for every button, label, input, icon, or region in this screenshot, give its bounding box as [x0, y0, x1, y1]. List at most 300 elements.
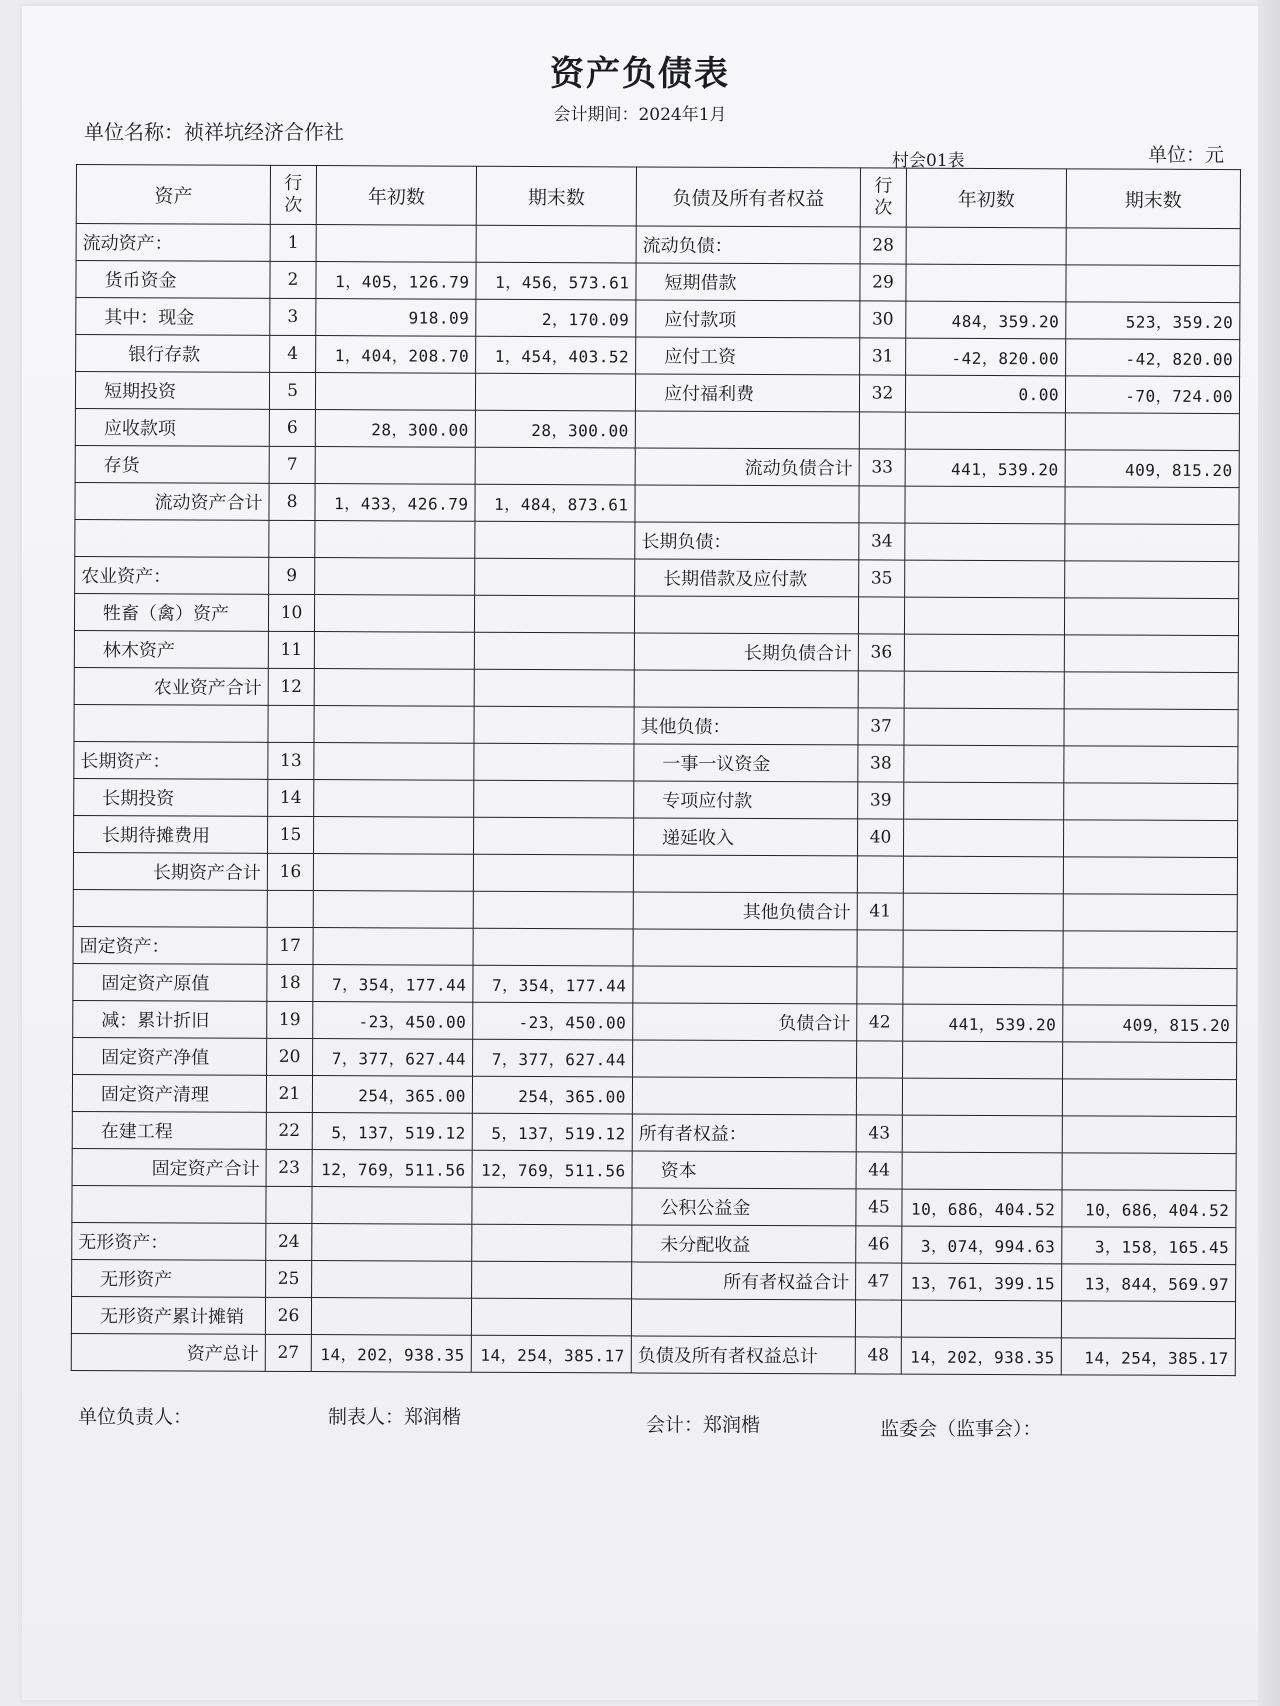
asset-item-cell: 流动资产：	[76, 224, 270, 262]
asset-item-cell: 长期待摊费用	[73, 815, 267, 853]
header-end: 期末数	[476, 166, 636, 226]
asset-line-no-cell: 3	[270, 298, 316, 335]
liability-item-cell: 未分配收益	[632, 1225, 856, 1263]
liability-end-value-cell	[1063, 931, 1237, 969]
liability-begin-value-cell	[904, 597, 1064, 635]
liability-begin-value-cell: 0.00	[905, 375, 1065, 413]
liability-begin-value-cell	[903, 856, 1063, 894]
liability-begin-value-cell: 14，202，938.35	[901, 1337, 1061, 1375]
footer-accountant: 会计：郑润楷	[646, 1414, 761, 1436]
asset-end-value-cell	[474, 743, 634, 781]
asset-line-no-cell: 19	[267, 1001, 313, 1038]
liability-begin-value-cell	[903, 967, 1063, 1005]
asset-item-cell: 固定资产：	[73, 926, 267, 964]
asset-begin-value-cell	[314, 669, 474, 707]
liability-line-no-cell: 39	[858, 782, 904, 819]
liability-line-no-cell: 45	[856, 1189, 902, 1226]
liability-item-cell: 递延收入	[633, 818, 857, 856]
asset-item-cell: 减：累计折旧	[73, 1000, 267, 1038]
report-title: 资产负债表	[550, 54, 730, 94]
liability-line-no-cell	[855, 1300, 901, 1337]
liability-begin-value-cell	[905, 523, 1065, 561]
asset-item-cell: 在建工程	[72, 1111, 266, 1149]
liability-line-no-cell	[857, 930, 903, 967]
asset-item-cell: 资产总计	[71, 1333, 265, 1371]
asset-line-no-cell: 7	[269, 446, 315, 483]
asset-line-no-cell	[269, 520, 315, 557]
asset-line-no-cell: 13	[268, 742, 314, 779]
asset-line-no-cell: 11	[268, 631, 314, 668]
table-row	[72, 1185, 1236, 1227]
table-row	[76, 335, 1240, 377]
asset-begin-value-cell: 28，300.00	[315, 410, 475, 448]
asset-item-cell: 银行存款	[76, 335, 270, 373]
asset-end-value-cell	[472, 1187, 632, 1225]
liability-item-cell	[633, 1040, 857, 1078]
liability-item-cell: 资本	[632, 1151, 856, 1189]
liability-line-no-cell: 29	[860, 264, 906, 301]
liability-item-cell	[635, 485, 859, 523]
liability-item-cell: 应付工资	[636, 337, 860, 375]
asset-end-value-cell	[475, 521, 635, 559]
table-row	[74, 704, 1238, 746]
asset-item-cell: 固定资产合计	[72, 1148, 266, 1186]
liability-begin-value-cell	[903, 819, 1063, 857]
asset-begin-value-cell	[316, 225, 476, 263]
table-row	[76, 298, 1240, 340]
asset-line-no-cell: 6	[269, 409, 315, 446]
liability-line-no-cell: 44	[856, 1152, 902, 1189]
liability-end-value-cell: 13，844，569.97	[1062, 1264, 1236, 1302]
asset-end-value-cell: 1，454，403.52	[476, 336, 636, 374]
asset-item-cell: 农业资产：	[75, 556, 269, 594]
liability-item-cell: 流动负债合计	[635, 448, 859, 486]
asset-end-value-cell	[474, 706, 634, 744]
liability-begin-value-cell	[902, 1115, 1062, 1153]
liability-end-value-cell: -70，724.00	[1065, 376, 1239, 414]
liability-begin-value-cell	[904, 745, 1064, 783]
liability-begin-value-cell	[905, 412, 1065, 450]
liability-line-no-cell: 40	[857, 819, 903, 856]
asset-end-value-cell: 5，137，519.12	[472, 1113, 632, 1151]
liability-end-value-cell: 523，359.20	[1066, 302, 1240, 340]
liability-item-cell	[632, 1077, 856, 1115]
liability-begin-value-cell	[906, 227, 1066, 265]
asset-end-value-cell	[475, 373, 635, 411]
currency-unit: 单位：元	[1148, 144, 1225, 166]
asset-end-value-cell: -23，450.00	[473, 1002, 633, 1040]
liability-item-cell: 长期借款及应付款	[635, 559, 859, 597]
liability-item-cell: 所有者权益：	[632, 1114, 856, 1152]
table-row	[72, 1111, 1236, 1153]
table-row	[73, 889, 1237, 931]
asset-item-cell	[72, 1185, 266, 1223]
asset-end-value-cell	[473, 891, 633, 929]
table-row	[72, 1259, 1236, 1301]
asset-begin-value-cell: 254，365.00	[312, 1076, 472, 1114]
liability-item-cell: 应付福利费	[635, 374, 859, 412]
liability-begin-value-cell	[905, 560, 1065, 598]
liability-end-value-cell: 409，815.20	[1065, 450, 1239, 488]
liability-begin-value-cell	[903, 930, 1063, 968]
asset-line-no-cell: 5	[269, 372, 315, 409]
liability-line-no-cell: 47	[856, 1263, 902, 1300]
asset-begin-value-cell	[314, 595, 474, 633]
liability-line-no-cell: 38	[858, 745, 904, 782]
liability-line-no-cell	[857, 856, 903, 893]
header-begin: 年初数	[316, 166, 476, 226]
asset-line-no-cell: 1	[270, 224, 316, 261]
liability-line-no-cell	[859, 486, 905, 523]
liability-begin-value-cell: 13，761，399.15	[902, 1263, 1062, 1301]
asset-item-cell	[75, 519, 269, 557]
asset-item-cell: 牲畜（禽）资产	[74, 593, 268, 631]
table-row	[72, 1074, 1236, 1116]
liability-line-no-cell: 41	[857, 893, 903, 930]
asset-end-value-cell	[473, 854, 633, 892]
liability-end-value-cell	[1063, 968, 1237, 1006]
asset-end-value-cell	[474, 595, 634, 633]
liability-begin-value-cell	[904, 634, 1064, 672]
asset-end-value-cell	[473, 817, 633, 855]
liability-end-value-cell: 10，686，404.52	[1062, 1190, 1236, 1228]
table-row	[71, 1296, 1235, 1338]
asset-line-no-cell: 22	[266, 1112, 312, 1149]
asset-line-no-cell: 2	[270, 261, 316, 298]
asset-end-value-cell	[476, 225, 636, 263]
asset-begin-value-cell: 1，404，208.70	[316, 336, 476, 374]
asset-end-value-cell	[475, 558, 635, 596]
liability-item-cell: 流动负债：	[636, 226, 860, 264]
form-number: 村会01表	[892, 151, 965, 171]
liability-begin-value-cell	[904, 708, 1064, 746]
liability-line-no-cell	[858, 671, 904, 708]
asset-begin-value-cell: 918.09	[316, 299, 476, 337]
liability-item-cell: 公积公益金	[632, 1188, 856, 1226]
liability-line-no-cell: 32	[859, 375, 905, 412]
asset-end-value-cell	[474, 669, 634, 707]
asset-line-no-cell: 26	[265, 1297, 311, 1334]
asset-begin-value-cell: 14，202，938.35	[311, 1335, 471, 1373]
asset-begin-value-cell	[315, 447, 475, 485]
liability-item-cell	[631, 1299, 855, 1337]
liability-line-no-cell	[859, 412, 905, 449]
liability-end-value-cell: 3，158，165.45	[1062, 1227, 1236, 1265]
asset-item-cell: 无形资产：	[72, 1222, 266, 1260]
asset-line-no-cell: 4	[270, 335, 316, 372]
balance-sheet-table	[71, 164, 1241, 1376]
liability-end-value-cell	[1064, 598, 1238, 636]
asset-item-cell: 长期资产合计	[73, 852, 267, 890]
asset-line-no-cell: 14	[268, 779, 314, 816]
table-row	[74, 593, 1238, 635]
asset-line-no-cell: 8	[269, 483, 315, 520]
asset-line-no-cell: 12	[268, 668, 314, 705]
liability-line-no-cell: 34	[859, 523, 905, 560]
liability-line-no-cell: 37	[858, 708, 904, 745]
asset-item-cell: 固定资产清理	[72, 1074, 266, 1112]
asset-begin-value-cell	[312, 1224, 472, 1262]
asset-item-cell	[74, 704, 268, 742]
asset-end-value-cell	[472, 1261, 632, 1299]
header-line-no: 行 次	[270, 165, 316, 224]
asset-end-value-cell	[472, 1224, 632, 1262]
liability-begin-value-cell	[902, 1078, 1062, 1116]
table-row	[75, 556, 1239, 598]
liability-line-no-cell: 28	[860, 227, 906, 264]
asset-begin-value-cell	[312, 1187, 472, 1225]
liability-end-value-cell: 14，254，385.17	[1061, 1338, 1235, 1376]
liability-item-cell: 应付款项	[636, 300, 860, 338]
liability-line-no-cell	[858, 597, 904, 634]
asset-begin-value-cell: 1，433，426.79	[315, 484, 475, 522]
asset-begin-value-cell: 12，769，511.56	[312, 1150, 472, 1188]
asset-item-cell: 存货	[75, 445, 269, 483]
table-row	[74, 741, 1238, 783]
asset-line-no-cell: 20	[267, 1038, 313, 1075]
asset-item-cell: 其中：现金	[76, 298, 270, 336]
table-row	[73, 1037, 1237, 1079]
liability-begin-value-cell	[906, 264, 1066, 302]
asset-item-cell: 流动资产合计	[75, 482, 269, 520]
footer-preparer: 制表人：郑润楷	[328, 1406, 462, 1428]
liability-item-cell: 长期负债合计	[634, 633, 858, 671]
asset-end-value-cell: 7，354，177.44	[473, 965, 633, 1003]
liability-line-no-cell: 46	[856, 1226, 902, 1263]
table-row	[76, 261, 1240, 303]
asset-begin-value-cell	[313, 891, 473, 929]
table-row	[72, 1148, 1236, 1190]
liability-item-cell: 一事一议资金	[634, 744, 858, 782]
asset-begin-value-cell: 7，354，177.44	[313, 965, 473, 1003]
liability-begin-value-cell	[903, 893, 1063, 931]
asset-end-value-cell: 7，377，627.44	[473, 1039, 633, 1077]
liability-begin-value-cell: 484，359.20	[906, 301, 1066, 339]
liability-line-no-cell: 42	[857, 1004, 903, 1041]
table-row	[75, 482, 1239, 524]
liability-line-no-cell: 30	[860, 301, 906, 338]
liability-end-value-cell	[1065, 487, 1239, 525]
asset-line-no-cell: 23	[266, 1149, 312, 1186]
liability-line-no-cell: 43	[856, 1115, 902, 1152]
liability-end-value-cell	[1064, 783, 1238, 821]
header-end-right: 期末数	[1066, 169, 1240, 229]
liability-item-cell: 其他负债合计	[633, 892, 857, 930]
asset-line-no-cell: 27	[265, 1334, 311, 1371]
asset-item-cell: 长期投资	[74, 778, 268, 816]
asset-line-no-cell: 25	[266, 1260, 312, 1297]
header-liabilities: 负债及所有者权益	[636, 167, 860, 227]
asset-item-cell	[73, 889, 267, 927]
liability-begin-value-cell: 441，539.20	[905, 449, 1065, 487]
liability-item-cell	[635, 411, 859, 449]
asset-line-no-cell	[267, 890, 313, 927]
liability-item-cell: 短期借款	[636, 263, 860, 301]
liability-end-value-cell	[1062, 1079, 1236, 1117]
asset-end-value-cell: 14，254，385.17	[471, 1335, 631, 1373]
table-row	[73, 1000, 1237, 1042]
asset-line-no-cell: 18	[267, 964, 313, 1001]
liability-begin-value-cell: -42，820.00	[906, 338, 1066, 376]
asset-item-cell: 固定资产原值	[73, 963, 267, 1001]
asset-begin-value-cell	[313, 817, 473, 855]
asset-begin-value-cell: -23，450.00	[313, 1002, 473, 1040]
table-row	[75, 372, 1239, 414]
asset-end-value-cell: 1，484，873.61	[475, 484, 635, 522]
asset-end-value-cell	[473, 928, 633, 966]
liability-item-cell	[634, 596, 858, 634]
asset-line-no-cell: 9	[269, 557, 315, 594]
liability-item-cell	[633, 855, 857, 893]
asset-line-no-cell: 24	[266, 1223, 312, 1260]
liability-begin-value-cell	[904, 782, 1064, 820]
asset-item-cell: 长期资产：	[74, 741, 268, 779]
footer-unit-head: 单位负责人：	[78, 1406, 193, 1428]
liability-line-no-cell: 35	[859, 560, 905, 597]
asset-begin-value-cell	[315, 521, 475, 559]
liability-begin-value-cell	[905, 486, 1065, 524]
liability-end-value-cell	[1063, 894, 1237, 932]
liability-line-no-cell: 33	[859, 449, 905, 486]
liability-line-no-cell	[857, 1041, 903, 1078]
asset-line-no-cell	[268, 705, 314, 742]
liability-end-value-cell	[1064, 672, 1238, 710]
asset-end-value-cell: 28，300.00	[475, 410, 635, 448]
asset-begin-value-cell: 5，137，519.12	[312, 1113, 472, 1151]
liability-item-cell: 负债合计	[633, 1003, 857, 1041]
liability-begin-value-cell	[904, 671, 1064, 709]
asset-end-value-cell: 254，365.00	[472, 1076, 632, 1114]
liability-end-value-cell	[1065, 524, 1239, 562]
asset-end-value-cell: 2，170.09	[476, 299, 636, 337]
asset-line-no-cell: 17	[267, 927, 313, 964]
footer-supervisor: 监委会（监事会）：	[880, 1418, 1042, 1440]
asset-begin-value-cell	[314, 743, 474, 781]
table-row	[75, 519, 1239, 561]
liability-end-value-cell: -42，820.00	[1066, 339, 1240, 377]
asset-item-cell: 农业资产合计	[74, 667, 268, 705]
table-row	[74, 667, 1238, 709]
liability-end-value-cell	[1063, 857, 1237, 895]
asset-begin-value-cell	[314, 706, 474, 744]
liability-end-value-cell	[1064, 746, 1238, 784]
liability-end-value-cell	[1063, 1042, 1237, 1080]
table-row	[74, 778, 1238, 820]
liability-item-cell: 所有者权益合计	[632, 1262, 856, 1300]
liability-end-value-cell	[1061, 1301, 1235, 1339]
table-row	[73, 852, 1237, 894]
asset-line-no-cell: 16	[267, 853, 313, 890]
asset-item-cell: 无形资产	[72, 1259, 266, 1297]
asset-end-value-cell: 12，769，511.56	[472, 1150, 632, 1188]
asset-begin-value-cell	[315, 373, 475, 411]
liability-line-no-cell: 48	[855, 1337, 901, 1374]
table-row	[75, 445, 1239, 487]
liability-item-cell: 长期负债：	[635, 522, 859, 560]
liability-end-value-cell	[1063, 820, 1237, 858]
header-asset: 资产	[76, 165, 270, 225]
liability-line-no-cell: 36	[858, 634, 904, 671]
liability-begin-value-cell: 441，539.20	[903, 1004, 1063, 1042]
liability-end-value-cell	[1064, 709, 1238, 747]
asset-begin-value-cell	[315, 558, 475, 596]
header-line-no-right: 行 次	[860, 168, 906, 227]
table-row	[73, 815, 1237, 857]
liability-item-cell	[633, 929, 857, 967]
liability-line-no-cell	[856, 1078, 902, 1115]
asset-item-cell: 短期投资	[75, 372, 269, 410]
asset-begin-value-cell	[313, 854, 473, 892]
balance-sheet	[71, 164, 1240, 1376]
asset-item-cell: 林木资产	[74, 630, 268, 668]
asset-begin-value-cell	[314, 780, 474, 818]
table-row	[75, 408, 1239, 450]
asset-line-no-cell: 15	[267, 816, 313, 853]
unit-name: 单位名称：祯祥坑经济合作社	[84, 120, 344, 144]
liability-line-no-cell: 31	[860, 338, 906, 375]
table-row	[73, 963, 1237, 1005]
liability-line-no-cell	[857, 967, 903, 1004]
liability-begin-value-cell	[902, 1152, 1062, 1190]
table-row	[72, 1222, 1236, 1264]
table-row	[76, 224, 1240, 266]
liability-begin-value-cell: 3，074，994.63	[902, 1226, 1062, 1264]
accounting-period: 会计期间：2024年1月	[553, 105, 727, 125]
table-header-row	[76, 165, 1240, 229]
table-row	[71, 1333, 1235, 1375]
asset-end-value-cell	[474, 632, 634, 670]
liability-end-value-cell	[1062, 1153, 1236, 1191]
table-row	[73, 926, 1237, 968]
asset-end-value-cell: 1，456，573.61	[476, 262, 636, 300]
asset-item-cell: 固定资产净值	[73, 1037, 267, 1075]
liability-begin-value-cell	[901, 1300, 1061, 1338]
liability-item-cell	[633, 966, 857, 1004]
asset-begin-value-cell	[312, 1261, 472, 1299]
asset-end-value-cell	[474, 780, 634, 818]
asset-begin-value-cell: 1，405，126.79	[316, 262, 476, 300]
liability-item-cell: 其他负债：	[634, 707, 858, 745]
liability-end-value-cell: 409，815.20	[1063, 1005, 1237, 1043]
asset-begin-value-cell	[313, 928, 473, 966]
asset-begin-value-cell	[311, 1298, 471, 1336]
table-row	[74, 630, 1238, 672]
asset-end-value-cell	[475, 447, 635, 485]
liability-item-cell: 专项应付款	[634, 781, 858, 819]
asset-line-no-cell: 10	[268, 594, 314, 631]
liability-begin-value-cell	[903, 1041, 1063, 1079]
liability-end-value-cell	[1062, 1116, 1236, 1154]
asset-item-cell: 货币资金	[76, 261, 270, 299]
liability-end-value-cell	[1065, 413, 1239, 451]
asset-begin-value-cell: 7，377，627.44	[313, 1039, 473, 1077]
asset-item-cell: 无形资产累计摊销	[71, 1296, 265, 1334]
asset-line-no-cell	[266, 1186, 312, 1223]
liability-item-cell	[634, 670, 858, 708]
liability-begin-value-cell: 10，686，404.52	[902, 1189, 1062, 1227]
asset-begin-value-cell	[314, 632, 474, 670]
page-edge-shadow	[1258, 0, 1280, 1706]
header-begin-right: 年初数	[906, 168, 1066, 228]
liability-item-cell: 负债及所有者权益总计	[631, 1336, 855, 1374]
asset-end-value-cell	[471, 1298, 631, 1336]
liability-end-value-cell	[1066, 228, 1240, 266]
liability-end-value-cell	[1064, 635, 1238, 673]
asset-line-no-cell: 21	[266, 1075, 312, 1112]
asset-item-cell: 应收款项	[75, 408, 269, 446]
liability-end-value-cell	[1065, 561, 1239, 599]
liability-end-value-cell	[1066, 265, 1240, 303]
